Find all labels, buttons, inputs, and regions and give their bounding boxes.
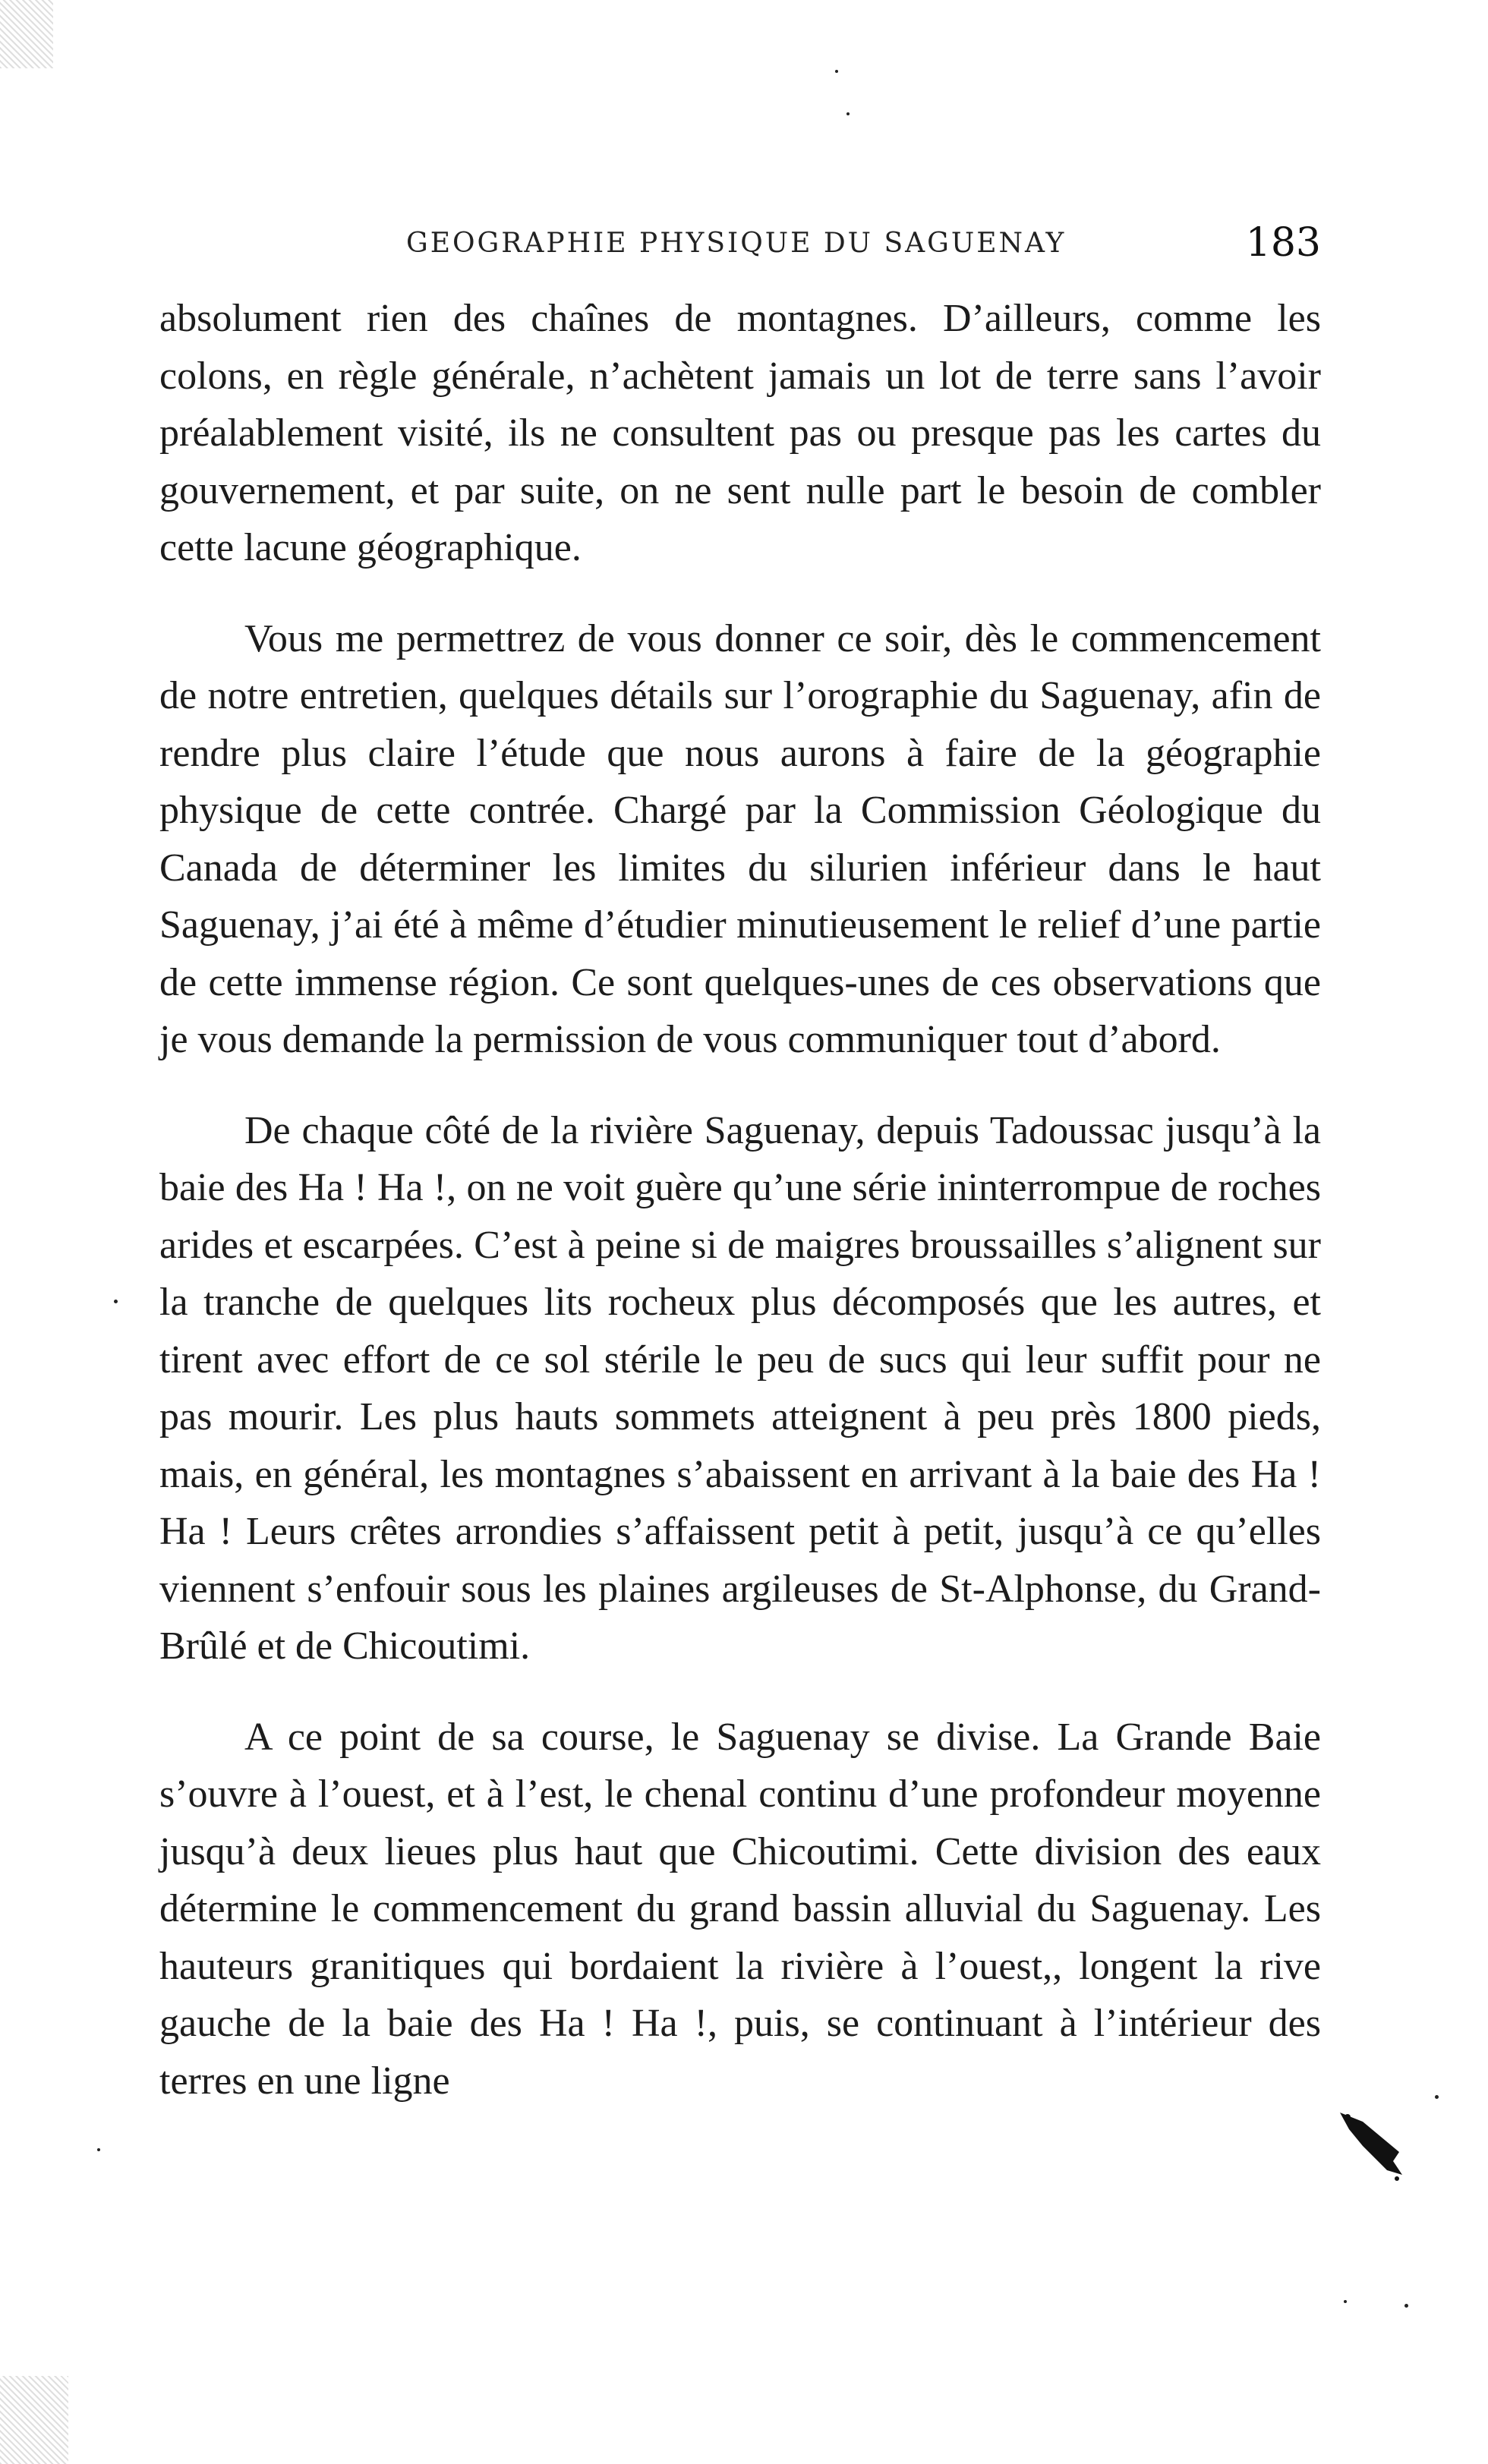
scan-speck [1404, 2304, 1408, 2308]
paragraph-3: De chaque côté de la rivière Saguenay, depuis Tadoussac jusqu’à la baie des Ha ! Ha !, on ne voit guère qu’une série ininterrompue de roches arides et escarpées. C’est à peine si de maigres broussailles s’alignent sur la tranche de quelques lits rocheux plus décomposés que les autres, et tirent avec effort de ce sol stérile le peu de sucs qui leur suffit pour ne pas mourir. Les plus hauts sommets atteignent à peu près 1800 pieds, mais, en général, les montagnes s’abaissent en arrivant à la baie des Ha ! Ha ! Leurs crêtes arrondies s’affaissent petit à petit, jusqu’à ce qu’elles viennent s’enfouir sous les plaines argileuses de St-Alphonse, du Grand-Brûlé et de Chicoutimi. [159, 1108, 1321, 1668]
paragraph-4: A ce point de sa course, le Saguenay se divise. La Grande Baie s’ouvre à l’ouest, et à l’est, le chenal continu d’une profondeur moyenne jusqu’à deux lieues plus haut que Chicoutimi. Cette division des eaux détermine le commencement du grand bassin alluvial du Saguenay. Les hauteurs granitiques qui bordaient la rivière à l’ouest,, longent la rive gauche de la baie des Ha ! Ha !, puis, se continuant à l’intérieur des terres en une ligne [159, 1715, 1321, 2103]
scan-grain-top-left [0, 0, 53, 68]
scan-grain-bottom-left [0, 2376, 68, 2464]
body-text [159, 290, 1321, 2143]
scan-speck [846, 112, 850, 115]
scan-speck [835, 70, 838, 73]
scan-speck [1435, 2095, 1439, 2099]
running-title: GEOGRAPHIE PHYSIQUE DU SAGUENAY [406, 228, 1067, 259]
running-header [159, 220, 1321, 281]
page-number: 183 [1245, 220, 1321, 266]
scan-speck [97, 2148, 100, 2151]
scan-speck [1344, 2300, 1347, 2303]
scan-speck [114, 1300, 118, 1303]
paragraph-2: Vous me permettrez de vous donner ce soir, dès le commencement de notre entretien, quelques détails sur l’orographie du Saguenay, afin de rendre plus claire l’étude que nous aurons à faire de la géographie physique de cette contrée. Chargé par la Commission Géologique du Canada de déterminer les limites du silurien inférieur dans le haut Saguenay, j’ai été à même d’étudier minutieusement le relief d’une partie de cette immense région. Ce sont quelques-unes de ces observations que je vous demande la permission de vous communiquer tout d’abord. [159, 616, 1321, 1061]
paragraph-1: absolument rien des chaînes de montagnes. D’ailleurs, comme les colons, en règle générale, n’achètent jamais un lot de terre sans l’avoir préalablement visité, ils ne consultent pas ou presque pas les cartes du gouvernement, et par suite, on ne sent nulle part le besoin de combler cette lacune géographique. [159, 297, 1321, 569]
ink-blot [1332, 2106, 1408, 2190]
